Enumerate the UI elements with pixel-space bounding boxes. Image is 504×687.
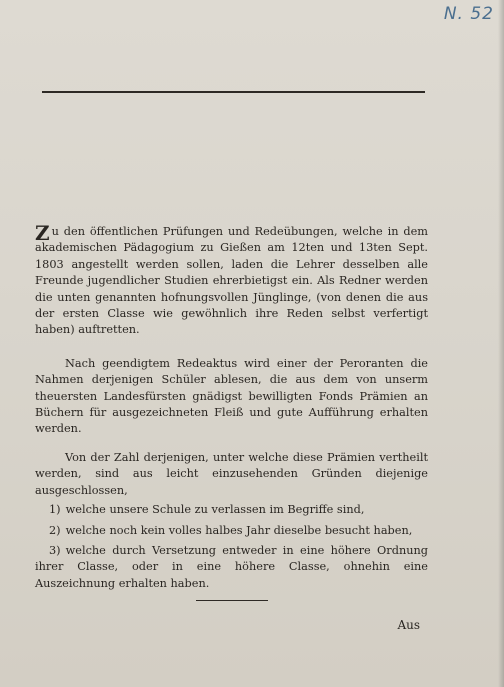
list-item bbox=[35, 502, 428, 518]
list-item-number: 3) bbox=[49, 543, 61, 557]
paragraph-prizes: Nach geendigtem Redeaktus wird einer der Peroranten die Nahmen derjenigen Schüler ablesen, die aus dem von unserm theuersten Landesfürsten gnädigst bewilligten Fonds Prämien an Büchern für ausgezeichneten Fleiß und gute Aufführung erhalten werden. bbox=[35, 356, 428, 436]
list-item bbox=[35, 523, 428, 539]
list-item-text: welche noch kein volles halbes Jahr dieselbe besucht haben, bbox=[65, 523, 413, 537]
archive-number-annotation: N. 52 bbox=[443, 4, 494, 24]
body-text bbox=[35, 221, 428, 596]
list-item-number: 1) bbox=[49, 503, 61, 517]
list-item bbox=[35, 543, 428, 592]
list-item-text: welche durch Versetzung entweder in eine höhere Ordnung ihrer Classe, oder in eine höhere Classe, ohnehin eine Auszeichnung erhalten haben. bbox=[35, 543, 428, 590]
paragraph-invitation bbox=[35, 221, 428, 339]
initial-letter: Z bbox=[35, 221, 50, 245]
list-item-number: 2) bbox=[49, 523, 61, 537]
exclusion-list bbox=[35, 502, 428, 592]
page-edge-shadow bbox=[498, 0, 504, 687]
catchword: Aus bbox=[397, 618, 420, 632]
paragraph-exclusions: Von der Zahl derjenigen, unter welche diese Prämien vertheilt werden, sind aus leicht einzusehenden Gründen diejenige ausgeschlossen, bbox=[35, 450, 428, 497]
list-item-text: welche unsere Schule zu verlassen im Begriffe sind, bbox=[65, 503, 365, 517]
bottom-rule bbox=[196, 600, 268, 601]
paragraph-invitation-text: u den öffentlichen Prüfungen und Redeübungen, welche in dem akademischen Pädagogium zu Gießen am 12ten und 13ten Sept. 1803 angestellt werden sollen, laden die Lehrer desselben alle Freunde jugendlicher Studien ehrerbietigst ein. Als Redner werden die unten genannten hofnungsvollen Jünglinge, (von denen die aus der ersten Classe wie gewöhnlich ihre Reden selbst verfertigt haben) auftretten. bbox=[35, 225, 428, 337]
top-rule bbox=[42, 91, 425, 93]
